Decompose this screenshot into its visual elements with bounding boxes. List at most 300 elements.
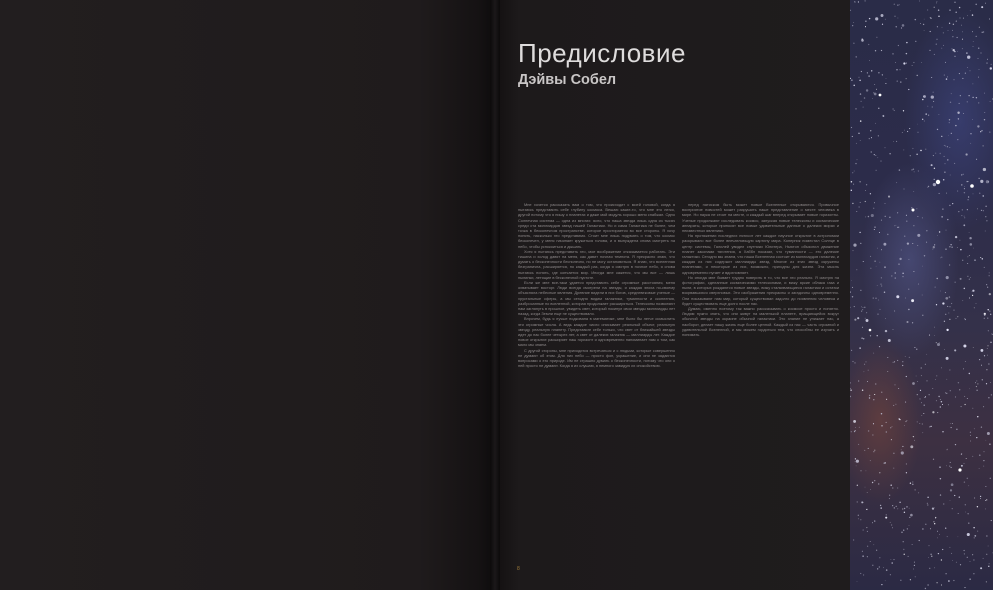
star: [976, 390, 977, 391]
star: [973, 527, 974, 528]
star: [964, 186, 965, 187]
star: [915, 576, 916, 577]
star: [963, 113, 964, 114]
star: [882, 115, 884, 117]
star: [868, 44, 869, 45]
star: [873, 298, 874, 299]
star: [857, 485, 858, 486]
star: [964, 217, 965, 218]
star: [968, 522, 969, 523]
star: [881, 249, 882, 250]
star: [988, 546, 989, 547]
star: [914, 562, 915, 563]
star: [905, 421, 906, 422]
star: [977, 125, 979, 127]
star: [951, 93, 952, 94]
star: [875, 123, 876, 124]
star: [970, 277, 971, 278]
star: [939, 114, 940, 115]
star: [871, 70, 872, 71]
star: [912, 481, 913, 482]
star: [900, 580, 901, 581]
star: [953, 24, 954, 25]
star: [988, 330, 989, 331]
star: [893, 329, 894, 330]
star: [980, 498, 981, 499]
star: [874, 93, 877, 96]
star: [887, 357, 888, 358]
star: [887, 371, 888, 372]
star: [895, 278, 896, 279]
star: [885, 318, 886, 319]
star: [862, 551, 863, 552]
star: [972, 408, 973, 409]
page-subtitle: Дэйвы Собел: [518, 72, 617, 88]
star: [951, 483, 954, 486]
star: [980, 131, 981, 132]
star: [936, 2, 937, 3]
star: [868, 216, 870, 218]
star: [856, 466, 857, 467]
star: [886, 78, 887, 79]
star: [893, 405, 894, 406]
star: [865, 487, 866, 488]
star: [890, 574, 891, 575]
star: [859, 206, 860, 207]
star: [945, 62, 946, 63]
star: [870, 541, 871, 542]
star: [959, 496, 960, 497]
star: [982, 258, 983, 259]
star: [864, 371, 865, 372]
star: [891, 439, 892, 440]
star: [912, 484, 913, 485]
star: [903, 110, 904, 111]
star: [938, 16, 940, 18]
star: [859, 232, 860, 233]
star: [893, 362, 894, 363]
star: [880, 505, 881, 506]
star: [965, 319, 966, 320]
star: [967, 276, 968, 277]
star: [899, 258, 901, 260]
star: [884, 463, 885, 464]
star: [921, 62, 922, 63]
star: [922, 266, 923, 267]
star: [954, 349, 956, 351]
star: [918, 171, 919, 172]
star: [945, 573, 946, 574]
star: [957, 139, 958, 140]
star: [950, 175, 951, 176]
star: [964, 318, 965, 319]
star: [957, 37, 958, 38]
star: [893, 559, 894, 560]
star: [945, 314, 946, 315]
star: [915, 489, 916, 490]
star: [922, 315, 923, 316]
star: [855, 108, 856, 109]
star: [860, 519, 861, 520]
star: [959, 389, 960, 390]
star: [906, 376, 907, 377]
star: [896, 295, 899, 298]
star: [925, 396, 926, 397]
star: [892, 527, 893, 528]
star: [928, 115, 929, 116]
star: [877, 335, 878, 336]
star: [908, 289, 909, 290]
star: [879, 566, 880, 567]
star: [968, 485, 969, 486]
star: [942, 404, 943, 405]
star: [906, 420, 907, 421]
star: [927, 380, 928, 381]
star: [879, 262, 880, 263]
star: [986, 220, 987, 221]
star: [941, 48, 942, 49]
star: [987, 318, 988, 319]
star: [940, 494, 941, 495]
star: [850, 78, 851, 79]
star: [946, 393, 947, 394]
paragraph: Если же мне все-таки удается представить себе огромные расстояния, меня охватывает восторг. Люди всегда смотрели на звезды, и каждая эпоха по-своему объясняла небесные явления. Древние видели в них богов, средневековые ученые — хрустальные сферы, а мы сегодня видим галактики, туманности и скопления, разбросанные по вселенной, которая продолжает расширяться. Телескопы позволяют нам заглянуть в прошлое, увидеть свет, который покинул свои звезды миллиарды лет назад, когда Земли еще не существовало.: [518, 280, 675, 317]
star: [959, 17, 960, 18]
star: [955, 11, 957, 13]
star: [875, 17, 878, 20]
star: [905, 356, 906, 357]
star: [979, 69, 980, 70]
star: [901, 449, 902, 450]
star: [857, 581, 858, 582]
star: [927, 187, 928, 188]
star: [904, 235, 905, 236]
star: [934, 567, 935, 568]
star: [894, 225, 895, 226]
star: [906, 63, 907, 64]
star: [851, 190, 852, 191]
star: [894, 110, 895, 111]
star: [954, 56, 955, 57]
star: [978, 58, 979, 59]
star: [991, 333, 992, 334]
star: [949, 319, 950, 320]
star: [946, 357, 949, 360]
star: [916, 349, 917, 350]
star: [929, 426, 930, 427]
star: [868, 75, 869, 76]
star: [879, 557, 880, 558]
star: [850, 388, 851, 389]
star: [855, 427, 856, 428]
star: [968, 513, 969, 514]
star: [935, 287, 936, 288]
star: [885, 147, 886, 148]
star: [964, 396, 965, 397]
paragraph: Мне хочется рассказать вам о том, что происходит с моей головой, когда я пытаюсь представить себе глубину космоса. Вешаю какие-то, что мне это легко, другой потому что я пишу о планетах и даже мой модуль хорошо меня снабжал. Одно Солнечная система — одна из многих: ясно, что наша звезда лишь одна из тысяч среди ста миллиардов звезд нашей Галактики. Но и сама Галактика не более, чем точка в бесконечном пространстве, которое простирается во все стороны. Я хочу понять, насколько это представимо. Стоит мне лишь подумать о том, что космос бесконечен, у меня начинает кружиться голова, и я вынуждена снова смотреть на небо, чтобы успокоиться и дышать.: [518, 202, 675, 249]
star: [956, 562, 957, 563]
star: [919, 423, 920, 424]
star: [879, 232, 880, 233]
star: [912, 322, 913, 323]
star: [962, 78, 963, 79]
paragraph: С другой стороны, мне приходится встречаться и с людьми, которые совершенно не думают об этом. Для них небо — просто фон, украшение, и они не задаются вопросами о его природе. Им не страшно думать о бесконечности, потому что они о ней просто не думают. Когда я их слушаю, я немного завидую их спокойствию.: [518, 347, 675, 369]
star: [853, 22, 854, 23]
star: [904, 508, 905, 509]
star: [897, 508, 898, 509]
star: [909, 508, 910, 509]
star: [921, 367, 922, 368]
star: [874, 261, 875, 262]
paragraph: Впрочем, будь я лучше подкована в математике, мне было бы легче осмыслить эти огромные числа. А ведь каждое число описывает реальный объект, реальную звезду, реальную планету. Представьте себе только, что свет от ближайшей звезды идет до нас более четырех лет, а свет от далеких галактик — миллиарды лет. Каждое новое открытие расширяет наш горизонт и одновременно напоминает нам о том, как мало мы знаем.: [518, 316, 675, 348]
star: [936, 582, 937, 583]
star: [937, 26, 938, 27]
star: [981, 6, 983, 8]
star: [990, 67, 992, 69]
star: [885, 580, 886, 581]
star: [874, 84, 875, 85]
star: [901, 250, 902, 251]
star: [983, 168, 986, 171]
star: [961, 453, 962, 454]
star: [864, 364, 865, 365]
starfield-photo: [850, 0, 993, 590]
star: [976, 386, 977, 387]
star: [890, 427, 891, 428]
star: [909, 357, 910, 358]
star: [985, 440, 986, 441]
star: [955, 282, 956, 283]
star: [867, 546, 868, 547]
star: [942, 208, 943, 209]
star: [961, 174, 962, 175]
star: [967, 15, 968, 16]
star: [951, 467, 952, 468]
star: [962, 300, 963, 301]
star: [984, 112, 985, 113]
bright-star: [869, 329, 872, 332]
star: [910, 155, 911, 156]
star: [969, 373, 970, 374]
star: [981, 426, 982, 427]
star: [931, 77, 932, 78]
star: [889, 153, 890, 154]
star: [852, 296, 853, 297]
star: [856, 56, 857, 57]
star: [985, 486, 986, 487]
star: [954, 495, 955, 496]
star: [906, 42, 907, 43]
star: [966, 52, 967, 53]
star: [948, 312, 949, 313]
star: [957, 191, 958, 192]
star: [945, 528, 946, 529]
star: [951, 553, 952, 554]
star: [947, 449, 948, 450]
star: [949, 547, 950, 548]
star: [988, 181, 989, 182]
text-column-right: [682, 202, 839, 554]
star: [950, 500, 951, 501]
star: [910, 579, 911, 580]
star: [880, 309, 881, 310]
star: [966, 458, 967, 459]
star: [873, 353, 874, 354]
star: [950, 462, 951, 463]
star: [888, 339, 891, 342]
star: [984, 267, 985, 268]
star: [928, 557, 929, 558]
star: [963, 224, 965, 226]
star: [983, 210, 984, 211]
star: [989, 443, 990, 444]
star: [976, 97, 977, 98]
star: [900, 81, 901, 82]
star: [934, 327, 935, 328]
star: [869, 397, 870, 398]
star: [973, 559, 974, 560]
star: [861, 338, 862, 339]
star: [862, 389, 863, 390]
star: [860, 140, 861, 141]
star: [913, 225, 914, 226]
star: [913, 569, 914, 570]
star: [949, 264, 950, 265]
star: [983, 460, 984, 461]
star: [897, 227, 898, 228]
star: [937, 235, 938, 236]
star: [866, 319, 869, 322]
star: [954, 163, 955, 164]
star: [958, 382, 959, 383]
star: [893, 453, 894, 454]
star: [914, 565, 915, 566]
star: [917, 381, 918, 382]
star: [856, 211, 857, 212]
star: [934, 168, 935, 169]
star: [859, 347, 860, 348]
star: [984, 451, 985, 452]
star: [897, 488, 898, 489]
star: [986, 383, 987, 384]
star: [902, 24, 905, 27]
star: [979, 359, 980, 360]
star: [952, 423, 953, 424]
star: [939, 193, 940, 194]
star: [951, 247, 952, 248]
star: [970, 70, 971, 71]
star: [963, 463, 964, 464]
star: [944, 171, 945, 172]
star: [990, 478, 991, 479]
star: [991, 394, 992, 395]
star: [977, 531, 978, 532]
star: [853, 184, 854, 185]
star: [881, 14, 884, 17]
star: [895, 62, 896, 63]
star: [908, 309, 909, 310]
star: [869, 138, 870, 139]
star: [866, 89, 868, 91]
star: [949, 122, 950, 123]
star: [958, 513, 959, 514]
star: [945, 392, 946, 393]
star: [898, 227, 899, 228]
star: [977, 383, 978, 384]
star: [955, 444, 956, 445]
star: [936, 400, 937, 401]
page-title: Предисловие: [518, 38, 686, 68]
star: [941, 216, 942, 217]
star: [894, 361, 895, 362]
star: [956, 21, 957, 22]
star: [919, 398, 920, 399]
star: [948, 30, 949, 31]
star: [934, 54, 935, 55]
star: [868, 430, 869, 431]
star: [902, 273, 903, 274]
star: [891, 525, 892, 526]
star: [972, 295, 973, 296]
star: [853, 85, 854, 86]
star: [883, 243, 886, 246]
star: [974, 535, 976, 537]
star: [937, 412, 938, 413]
star: [956, 429, 957, 430]
star: [867, 531, 868, 532]
star: [904, 554, 905, 555]
star: [969, 388, 970, 389]
star: [884, 203, 885, 204]
star: [967, 557, 968, 558]
star: [967, 67, 968, 68]
star: [893, 468, 894, 469]
star: [862, 327, 863, 328]
star: [965, 73, 966, 74]
star: [917, 75, 918, 76]
star: [917, 216, 918, 217]
star: [929, 50, 930, 51]
star: [933, 155, 934, 156]
star: [872, 482, 873, 483]
star: [980, 567, 982, 569]
star: [931, 556, 932, 557]
star: [952, 508, 953, 509]
star: [854, 306, 855, 307]
star: [932, 388, 933, 389]
star: [903, 149, 904, 150]
star: [908, 259, 909, 260]
star: [962, 209, 963, 210]
star: [950, 390, 951, 391]
star: [911, 169, 912, 170]
star: [855, 2, 856, 3]
star: [912, 65, 913, 66]
star: [902, 361, 903, 362]
star: [864, 307, 865, 308]
star: [882, 74, 883, 75]
star: [970, 440, 971, 441]
star: [868, 370, 869, 371]
star: [940, 406, 941, 407]
star: [942, 302, 944, 304]
star: [945, 163, 946, 164]
star: [914, 440, 915, 441]
star: [854, 431, 855, 432]
star: [941, 257, 942, 258]
star: [944, 349, 945, 350]
star: [964, 192, 965, 193]
